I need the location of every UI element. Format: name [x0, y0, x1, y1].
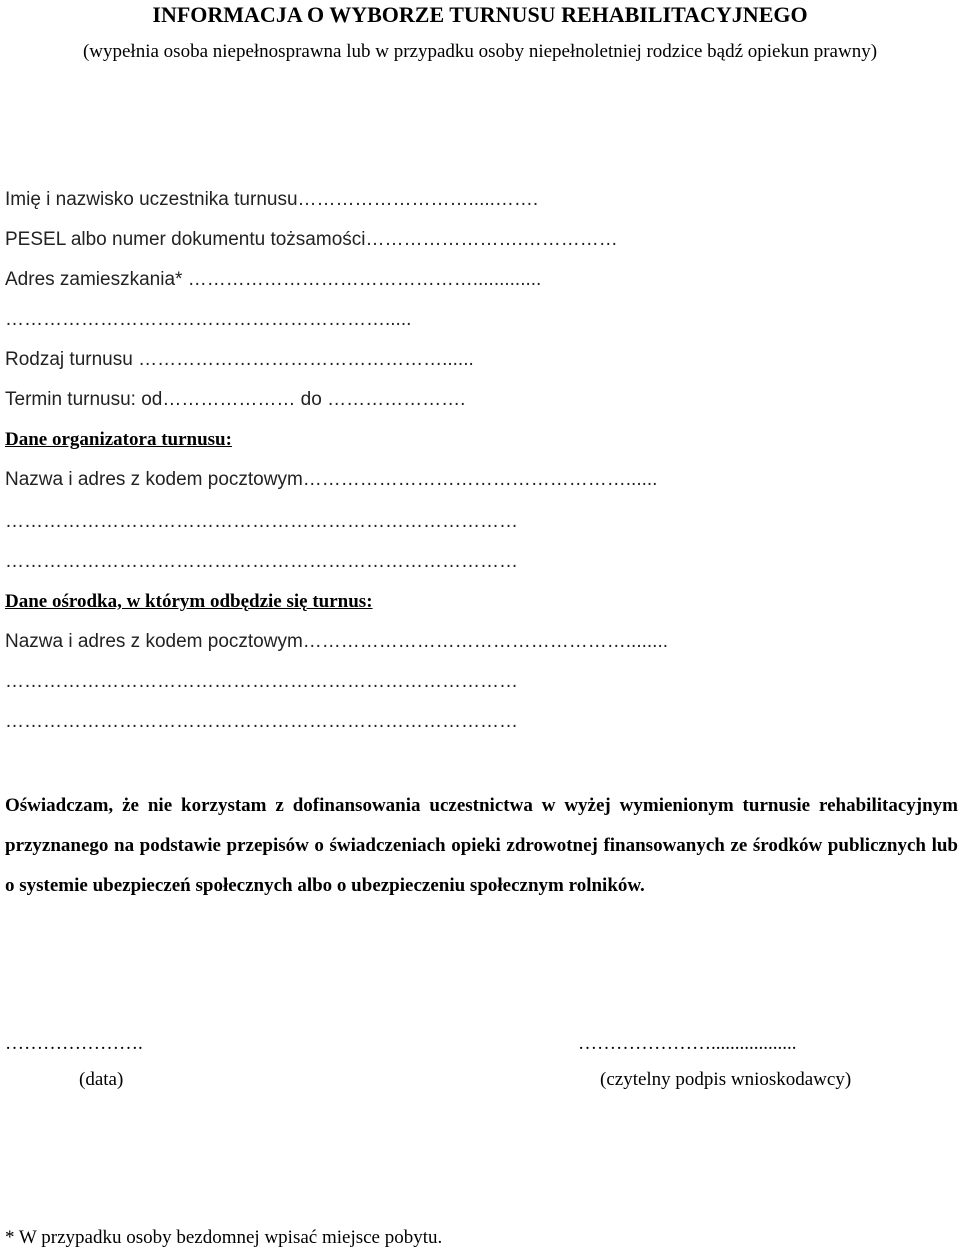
center-address-dots: ……………………………………………........ — [302, 631, 669, 652]
center-continuation-2-dots: ……………………………………………………………………… — [5, 711, 518, 732]
form-title: INFORMACJA O WYBORZE TURNUSU REHABILITACYJNEGO — [152, 2, 808, 27]
form-subtitle: (wypełnia osoba niepełnosprawna lub w przypadku osoby niepełnoletniej rodzice bądź opiekun prawny) — [82, 41, 878, 62]
center-address-field[interactable] — [5, 630, 668, 654]
pesel-field[interactable] — [5, 228, 618, 252]
organizer-address-label: Nazwa i adres z kodem pocztowym — [5, 469, 303, 490]
term-from-dots: ………………… — [162, 389, 296, 410]
center-continuation-2[interactable] — [5, 710, 518, 734]
date-field[interactable]: …………………. — [5, 1033, 143, 1054]
address-continuation-field[interactable] — [5, 308, 411, 332]
date-caption: (data) — [79, 1069, 124, 1090]
pesel-label: PESEL albo numer dokumentu tożsamości — [5, 229, 366, 250]
organizer-continuation-1-dots: ……………………………………………………………………… — [5, 511, 518, 532]
signature-field[interactable]: ………………….................. — [578, 1033, 797, 1054]
organizer-continuation-2-dots: ……………………………………………………………………… — [5, 551, 518, 572]
name-label: Imię i nazwisko uczestnika turnusu — [5, 189, 298, 210]
organizer-continuation-2[interactable] — [5, 550, 518, 574]
address-field[interactable] — [5, 268, 541, 292]
organizer-address-dots: ……………………………………………...... — [302, 469, 658, 490]
signature-caption: (czytelny podpis wnioskodawcy) — [600, 1069, 852, 1090]
pesel-dots: …………………….…………… — [365, 229, 618, 250]
address-continuation-dots: ……………………………………………………..... — [5, 309, 412, 330]
turnus-term-field[interactable] — [5, 388, 465, 412]
footnote: * W przypadku osoby bezdomnej wpisać miejsce pobytu. — [5, 1227, 443, 1248]
center-continuation-1-dots: ……………………………………………………………………… — [5, 671, 518, 692]
turnus-type-label: Rodzaj turnusu — [5, 349, 133, 370]
center-heading: Dane ośrodka, w którym odbędzie się turnus: — [5, 591, 373, 612]
turnus-type-field[interactable] — [5, 348, 474, 372]
name-dots: ……………………….....……. — [297, 189, 539, 210]
declaration-statement: Oświadczam, że nie korzystam z dofinansowania uczestnictwa w wyżej wymienionym turnusie rehabilitacyjnym przyznanego na podstawie przepisów o świadczeniach opieki zdrowotnej finansowanych ze środków publicznych lub o systemie ubezpieczeń społecznych albo o ubezpieczeniu społecznym rolników. — [5, 795, 958, 896]
center-address-label: Nazwa i adres z kodem pocztowym — [5, 631, 303, 652]
organizer-address-field[interactable] — [5, 468, 657, 492]
name-field[interactable] — [5, 188, 538, 212]
address-label: Adres zamieszkania* — [5, 269, 183, 290]
center-continuation-1[interactable] — [5, 670, 518, 694]
address-dots: ………………………………………............. — [187, 269, 542, 290]
term-to-label: do — [300, 389, 322, 410]
term-from-label: Termin turnusu: od — [5, 389, 163, 410]
turnus-type-dots: …………………………………………...... — [138, 349, 474, 370]
organizer-continuation-1[interactable] — [5, 510, 518, 534]
organizer-heading: Dane organizatora turnusu: — [5, 429, 232, 450]
term-to-dots: …………………. — [327, 389, 466, 410]
